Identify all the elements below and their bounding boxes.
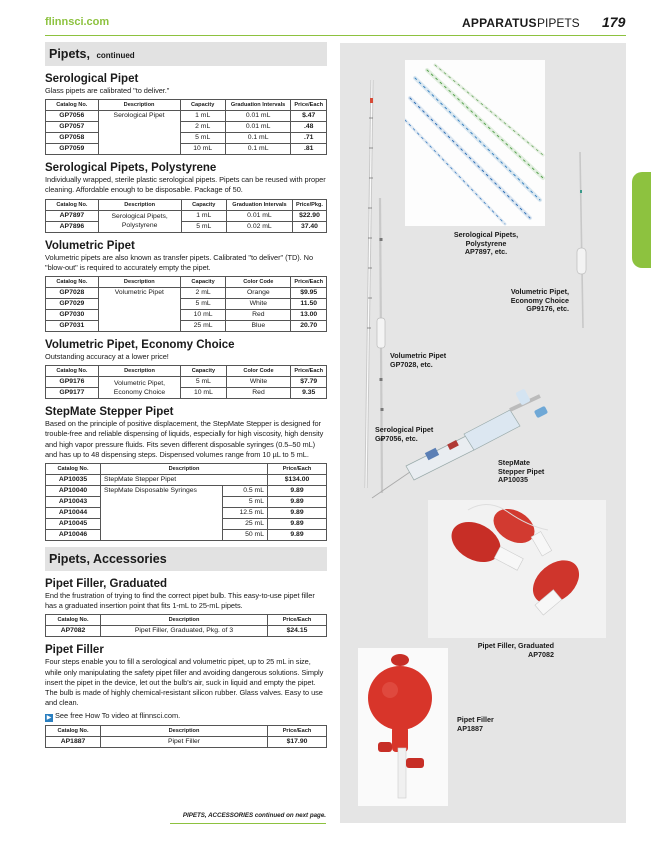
description: Pipet Filler, Graduated, Pkg. of 3 [101, 626, 268, 637]
price: $9.95 [291, 288, 327, 299]
price: $7.79 [291, 377, 327, 388]
price: 20.70 [291, 321, 327, 332]
table-row [46, 122, 327, 133]
catalog-no: AP10044 [46, 508, 101, 519]
product-table-serological [45, 99, 327, 155]
catalog-no: GP9176 [46, 377, 99, 388]
header-category: APPARATUS [462, 16, 537, 30]
col-header: Catalog No. [46, 464, 101, 475]
product-desc: Four steps enable you to fill a serological and volumetric pipet, up to 25 mL in size, while only manipulating the safety pipet filler and avoiding dangerous solutions. Simply insert the pipet in the device, let out the bulb's air, suck in liquid and empty the pipet. The bulb is made of highly chemical-resistant silicon rubber. Glass valves. Easy to use and clean. [45, 657, 324, 708]
col-header: Price/Each [291, 366, 327, 377]
description: Serological Pipets, Polystyrene [98, 210, 181, 232]
band-continued: continued [96, 51, 135, 60]
col-header: Price/Each [291, 277, 327, 288]
catalog-no: AP10040 [46, 486, 101, 497]
catalog-no: AP7896 [46, 221, 99, 232]
product-title: StepMate Stepper Pipet [45, 406, 174, 419]
product-desc: Individually wrapped, sterile plastic serological pipets. Pipets can be reused with proper cleaning. Affordable enough to be disposable. Package of 50. [45, 175, 326, 195]
catalog-no: GP7029 [46, 299, 99, 310]
catalog-no: AP7897 [46, 210, 99, 221]
col-header: Description [98, 199, 181, 210]
capacity: 10 mL [180, 144, 225, 155]
catalog-no: GP7056 [46, 111, 99, 122]
catalog-no: AP10043 [46, 497, 101, 508]
caption-line: GP7028, etc. [390, 359, 433, 369]
catalog-no: AP1887 [46, 737, 101, 748]
capacity: 2 mL [180, 122, 225, 133]
capacity: 5 mL [180, 133, 225, 144]
caption-volumetric [390, 352, 470, 369]
color-code: Red [226, 388, 291, 399]
product-table-polystyrene [45, 199, 327, 233]
color-code: White [226, 377, 291, 388]
col-header: Catalog No. [46, 366, 99, 377]
col-header: Catalog No. [46, 726, 101, 737]
caption-line: Volumetric Pipet, [510, 287, 569, 296]
caption-line: Pipet Filler, Graduated [477, 641, 554, 650]
product-title: Volumetric Pipet [45, 239, 135, 252]
caption-line: AP1887 [457, 723, 483, 733]
catalog-no: AP7082 [46, 626, 101, 637]
col-header: Description [101, 464, 268, 475]
catalog-no: AP10045 [46, 519, 101, 530]
caption-line: GP7056, etc. [375, 433, 418, 443]
caption-stepmate [498, 459, 568, 485]
price: $134.00 [268, 475, 327, 486]
table-row [46, 299, 327, 310]
capacity: 25 mL [180, 321, 225, 332]
catalog-no: GP7031 [46, 321, 99, 332]
caption-line: Pipet Filler [457, 715, 494, 724]
col-header: Price/Pkg. [292, 199, 326, 210]
polystyrene-pipets-image [405, 60, 545, 226]
capacity: 10 mL [180, 310, 225, 321]
price: 11.50 [291, 299, 327, 310]
product-table-volumetric [45, 276, 327, 332]
price: 9.89 [268, 530, 327, 541]
caption-line: AP7082 [528, 649, 554, 659]
col-header: Catalog No. [46, 615, 101, 626]
band-title: Pipets, [49, 47, 90, 61]
price: 9.89 [268, 508, 327, 519]
col-header: Capacity [180, 277, 225, 288]
product-listing-column [45, 42, 327, 754]
graduation: 0.1 mL [225, 144, 291, 155]
syringe-size: 0.5 mL [223, 486, 268, 497]
catalog-no: GP9177 [46, 388, 99, 399]
graduation: 0.02 mL [226, 221, 292, 232]
catalog-no: AP10046 [46, 530, 101, 541]
table-row [46, 475, 327, 486]
polystyrene-pipets-photo [405, 60, 545, 226]
band-title: Pipets, Accessories [49, 552, 167, 567]
table-row [46, 626, 327, 637]
price: .71 [291, 133, 327, 144]
video-link[interactable] [45, 711, 327, 722]
catalog-no: AP10035 [46, 475, 101, 486]
col-header: Capacity [180, 100, 225, 111]
caption-line: AP10035 [498, 475, 528, 484]
section-band-pipets [45, 42, 327, 66]
product-desc: Based on the principle of positive displacement, the StepMate Stepper is designed for trouble-free and reliable dispensing of liquids, especially for high viscosity, high density and high vapor pressure fluids. Fits seven different disposable syringes (0.5–50 mL) and has up to 48 dispensing steps. Dispensed volumes range from 10 µL to 5 mL. [45, 419, 324, 459]
product-title: Pipet Filler [45, 644, 104, 657]
graduation: 0.01 mL [226, 210, 292, 221]
catalog-no: GP7057 [46, 122, 99, 133]
graduated-filler-photo [428, 500, 606, 638]
caption-serological [375, 426, 455, 443]
price: 9.89 [268, 486, 327, 497]
price: 9.35 [291, 388, 327, 399]
product-desc: Glass pipets are calibrated "to deliver." [45, 86, 170, 95]
col-header: Graduation Intervals [225, 100, 291, 111]
syringe-size: 12.5 mL [223, 508, 268, 519]
col-header: Price/Each [268, 464, 327, 475]
col-header: Capacity [181, 199, 226, 210]
product-title: Serological Pipet [45, 73, 139, 85]
col-header: Color Code [226, 277, 291, 288]
table-row [46, 310, 327, 321]
catalog-no: GP7030 [46, 310, 99, 321]
col-header: Catalog No. [46, 199, 99, 210]
description: Pipet Filler [101, 737, 268, 748]
table-row [46, 288, 327, 299]
product-title: Serological Pipets, Polystyrene [45, 162, 217, 175]
video-link-text[interactable]: See free How To video at flinnsci.com. [55, 711, 181, 721]
table-row [46, 486, 327, 497]
safety-filler-photo [358, 648, 448, 806]
graduation: 0.01 mL [225, 122, 291, 133]
product-table-economy [45, 365, 327, 399]
site-url: flinnsci.com [45, 16, 110, 28]
catalog-no: GP7058 [46, 133, 99, 144]
syringe-size: 25 mL [223, 519, 268, 530]
product-title: Volumetric Pipet, Economy Choice [45, 339, 235, 352]
caption-line: AP7897, etc. [464, 247, 508, 256]
col-header: Color Code [226, 366, 291, 377]
capacity: 1 mL [180, 111, 225, 122]
col-header: Price/Each [268, 615, 327, 626]
col-header: Price/Each [268, 726, 327, 737]
table-row [46, 221, 327, 232]
section-side-tab [632, 172, 651, 268]
product-table-stepmate [45, 463, 327, 541]
caption-line: Serological Pipet [375, 425, 434, 434]
play-icon: ▶ [46, 715, 52, 722]
product-table-filler-graduated [45, 614, 327, 637]
price: 13.00 [291, 310, 327, 321]
caption-filler-graduated [470, 642, 554, 659]
col-header: Description [101, 615, 268, 626]
caption-line: Volumetric Pipet [390, 351, 447, 360]
price: .81 [291, 144, 327, 155]
table-row [46, 144, 327, 155]
col-header: Capacity [181, 366, 226, 377]
syringe-size: 50 mL [223, 530, 268, 541]
price: $17.90 [268, 737, 327, 748]
table-row [46, 388, 327, 399]
color-code: Orange [226, 288, 291, 299]
capacity: 5 mL [181, 377, 226, 388]
table-row [46, 377, 327, 388]
table-row [46, 133, 327, 144]
table-row [46, 321, 327, 332]
product-desc: End the frustration of trying to find the correct pipet bulb. This easy-to-use pipet filler has a graduated insertion point that fits 1-mL to 25-mL pipets. [45, 591, 315, 611]
caption-line: Stepper Pipet [498, 466, 545, 476]
continued-footnote: PIPETS, ACCESSORIES continued on next page. [182, 812, 326, 819]
price: 9.89 [268, 519, 327, 530]
caption-line: Polystyrene [465, 238, 507, 248]
capacity: 10 mL [181, 388, 226, 399]
header-subcategory: PIPETS [537, 16, 580, 30]
footnote-rule [170, 823, 326, 824]
table-row [46, 111, 327, 122]
description: Serological Pipet [98, 111, 180, 155]
capacity: 2 mL [180, 288, 225, 299]
table-row [46, 210, 327, 221]
graduation: 0.1 mL [225, 133, 291, 144]
price: $22.90 [292, 210, 326, 221]
safety-filler-image [358, 648, 448, 806]
description: Volumetric Pipet, Economy Choice [98, 377, 180, 399]
syringe-size: 5 mL [223, 497, 268, 508]
price: 37.40 [292, 221, 326, 232]
caption-line: GP9176, etc. [526, 304, 569, 313]
price: .48 [291, 122, 327, 133]
caption-filler [457, 716, 517, 733]
color-code: Blue [226, 321, 291, 332]
price: 9.89 [268, 497, 327, 508]
description: StepMate Stepper Pipet [101, 475, 268, 486]
color-code: White [226, 299, 291, 310]
section-band-accessories [45, 547, 327, 571]
col-header: Description [98, 100, 180, 111]
capacity: 5 mL [181, 221, 226, 232]
col-header: Description [98, 366, 180, 377]
caption-economy [495, 288, 569, 314]
product-desc: Outstanding accuracy at a lower price! [45, 352, 169, 362]
col-header: Catalog No. [46, 277, 99, 288]
product-title: Pipet Filler, Graduated [45, 578, 168, 591]
caption-line: Serological Pipets, [453, 230, 519, 239]
caption-line: Economy Choice [510, 295, 569, 305]
color-code: Red [226, 310, 291, 321]
page-number: 179 [602, 14, 626, 30]
catalog-no: GP7059 [46, 144, 99, 155]
col-header: Graduation Intervals [226, 199, 292, 210]
caption-polystyrene [438, 231, 534, 257]
col-header: Catalog No. [46, 100, 99, 111]
description: Volumetric Pipet [98, 288, 180, 332]
capacity: 1 mL [181, 210, 226, 221]
capacity: 5 mL [180, 299, 225, 310]
col-header: Price/Each [291, 100, 327, 111]
header-rule [45, 35, 626, 36]
caption-line: StepMate [498, 458, 530, 467]
economy-pipet-illustration [568, 150, 598, 330]
product-table-filler [45, 725, 327, 748]
col-header: Description [101, 726, 268, 737]
price: $.47 [291, 111, 327, 122]
price: $24.15 [268, 626, 327, 637]
table-row [46, 737, 327, 748]
graduation: 0.01 mL [225, 111, 291, 122]
catalog-no: GP7028 [46, 288, 99, 299]
product-desc: Volumetric pipets are also known as transfer pipets. Calibrated "to deliver" (TD). No "blow-out" is required to accurately empty the pipet. [45, 252, 313, 272]
graduated-bulbs-image [428, 500, 606, 638]
description: StepMate Disposable Syringes [101, 486, 223, 541]
col-header: Description [98, 277, 180, 288]
